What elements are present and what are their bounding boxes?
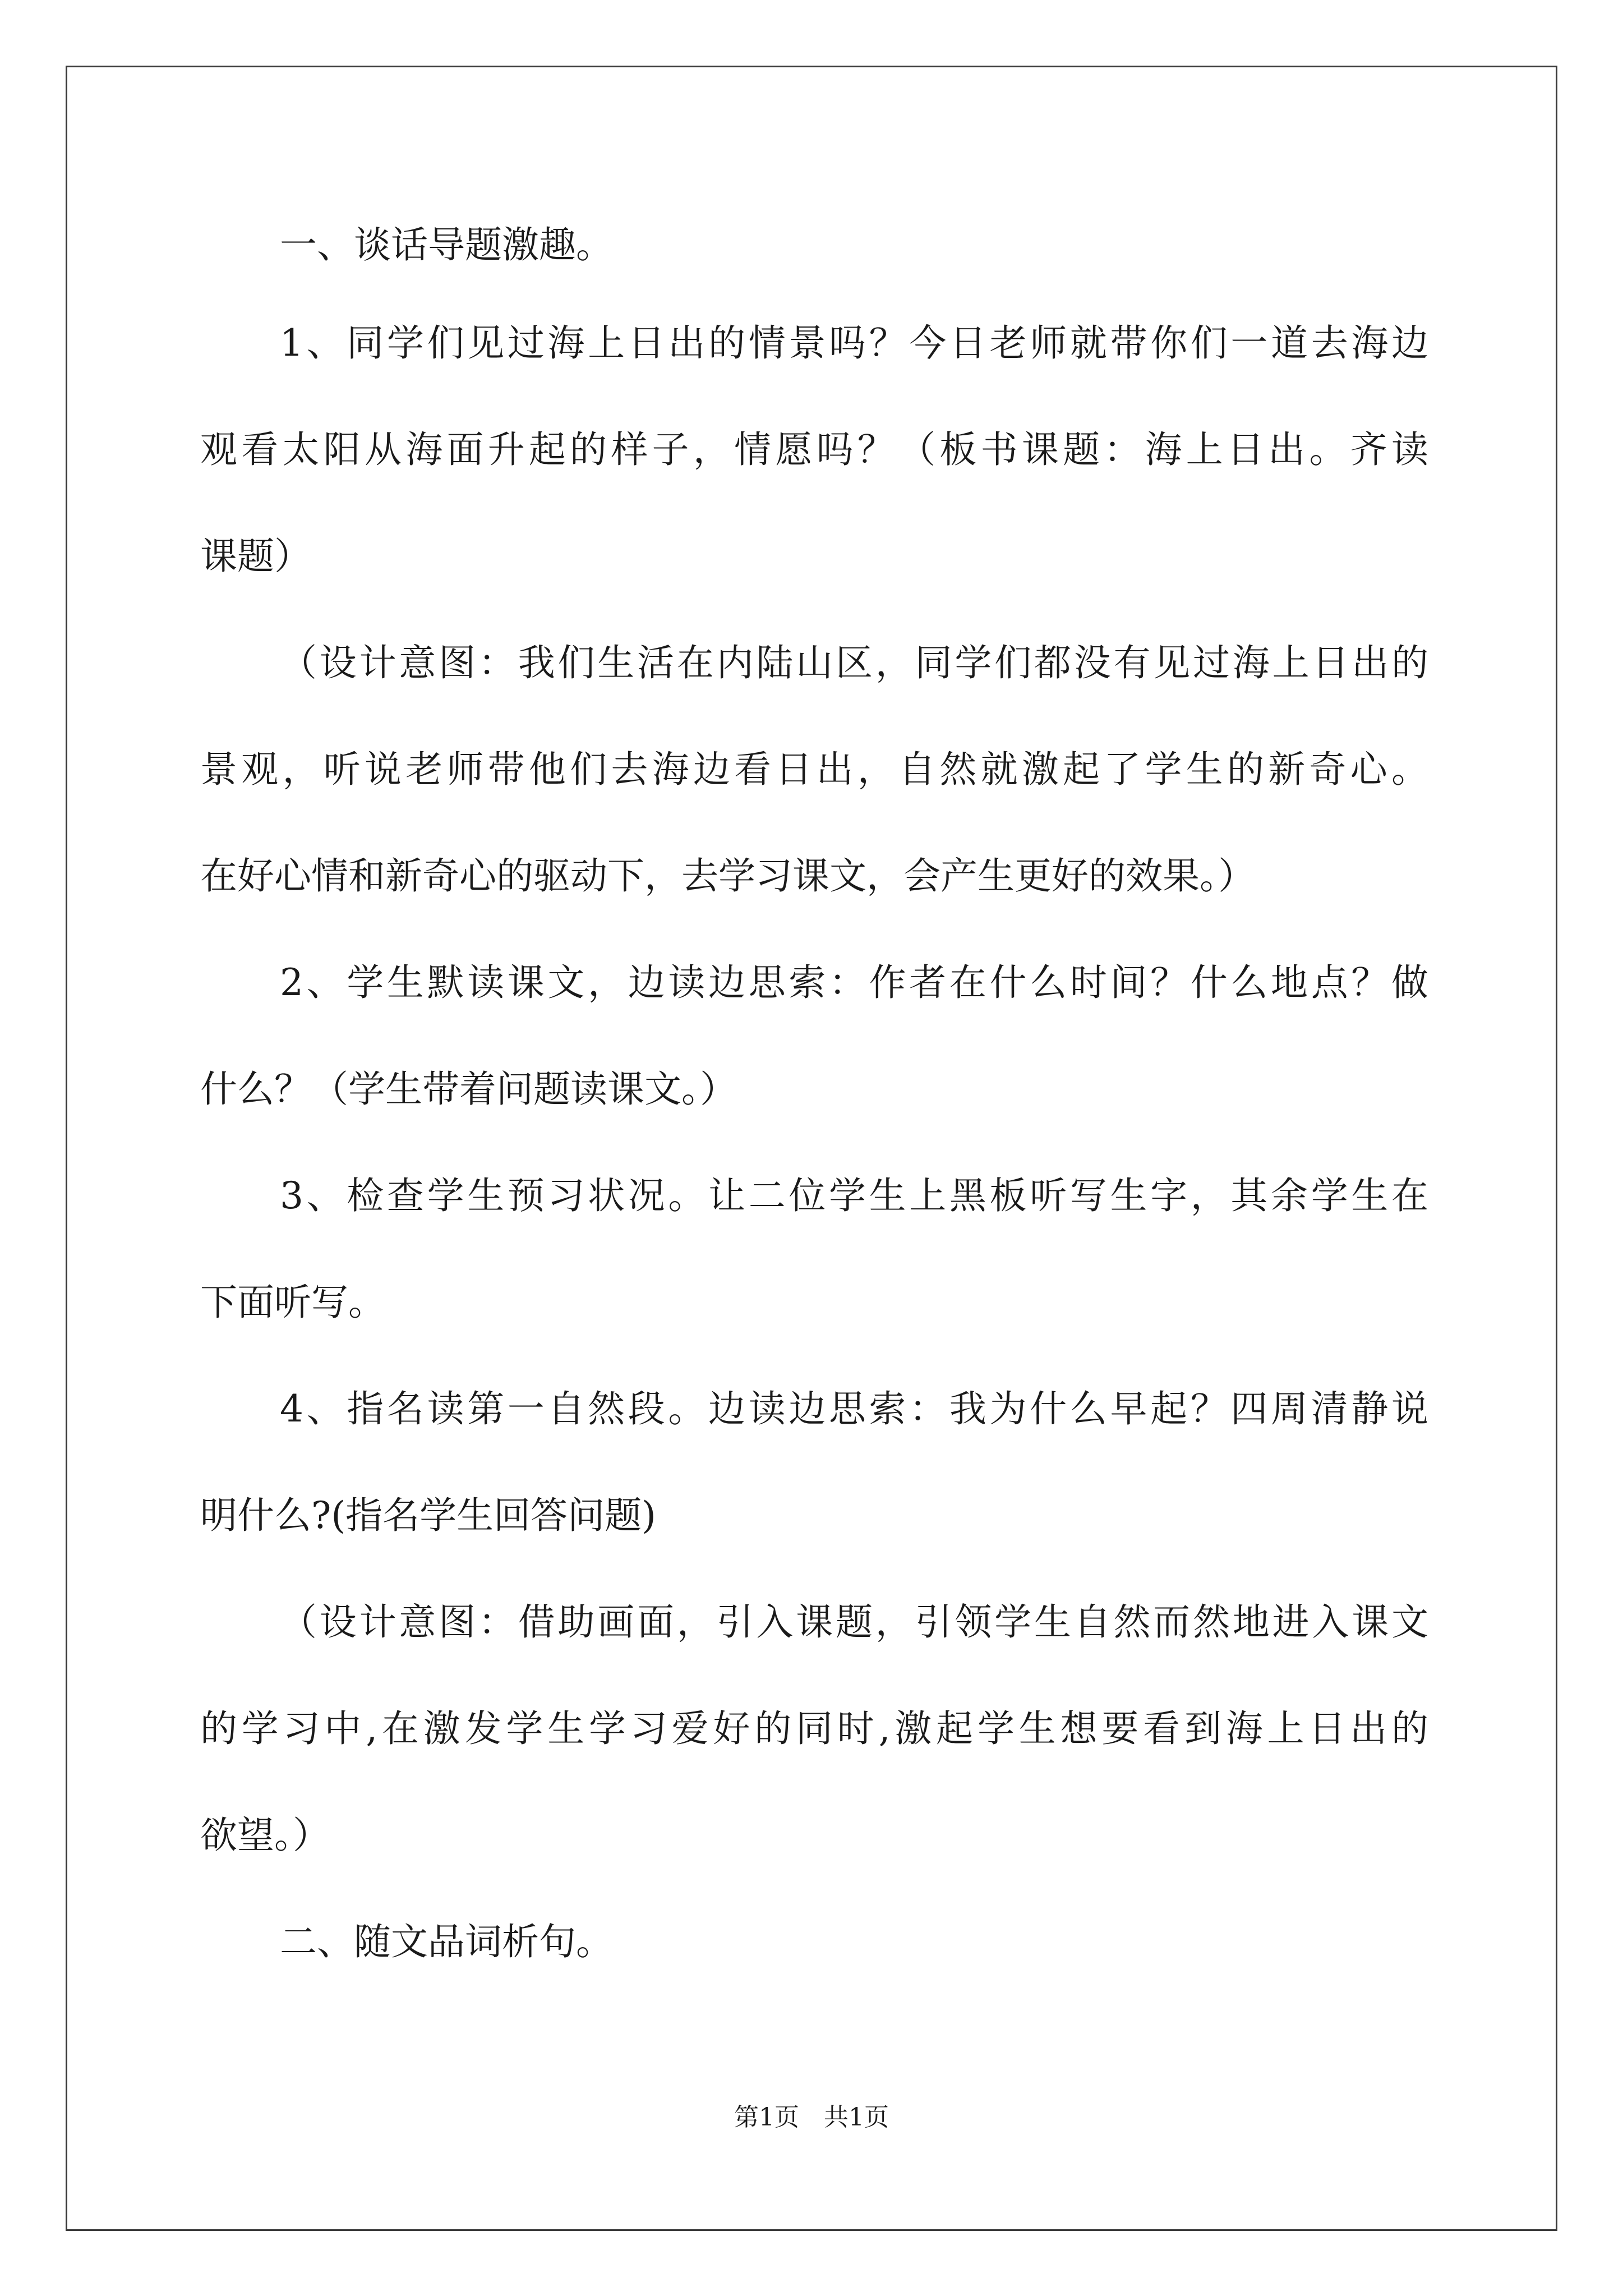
paragraph-6-line-1: （设计意图：借助画面，引入课题，引领学生自然而然地进入课文 bbox=[280, 1600, 1428, 1644]
paragraph-3-line-2: 什么？（学生带着问题读课文。） bbox=[200, 1068, 737, 1111]
paragraph-4-line-2: 下面听写。 bbox=[200, 1281, 385, 1324]
paragraph-1-line-1: 1、同学们见过海上日出的情景吗？今日老师就带你们一道去海边 bbox=[280, 321, 1428, 365]
paragraph-5-line-2: 明什么?(指名学生回答问题) bbox=[200, 1494, 656, 1537]
paragraph-6-line-2: 的学习中,在激发学生学习爱好的同时,激起学生想要看到海上日出的 bbox=[200, 1707, 1428, 1750]
paragraph-1-line-2: 观看太阳从海面升起的样子，情愿吗？（板书课题：海上日出。齐读 bbox=[200, 428, 1428, 471]
paragraph-6-line-3: 欲望。） bbox=[200, 1814, 330, 1857]
paragraph-4-line-1: 3、检查学生预习状况。让二位学生上黑板听写生字，其余学生在 bbox=[280, 1174, 1428, 1217]
section-heading-2: 二、随文品词析句。 bbox=[280, 1920, 613, 1963]
paragraph-5-line-1: 4、指名读第一自然段。边读边思索：我为什么早起？四周清静说 bbox=[280, 1387, 1428, 1430]
paragraph-2-line-2: 景观，听说老师带他们去海边看日出，自然就激起了学生的新奇心。 bbox=[200, 748, 1428, 791]
paragraph-3-line-1: 2、学生默读课文，边读边思索：作者在什么时间？什么地点？做 bbox=[280, 961, 1428, 1004]
page-footer: 第1页 共1页 bbox=[734, 2103, 889, 2132]
paragraph-2-line-3: 在好心情和新奇心的驱动下，去学习课文，会产生更好的效果。） bbox=[200, 854, 1255, 898]
section-heading-1: 一、谈话导题激趣。 bbox=[280, 223, 613, 266]
paragraph-2-line-1: （设计意图：我们生活在内陆山区，同学们都没有见过海上日出的 bbox=[280, 641, 1428, 684]
paragraph-1-line-3: 课题） bbox=[200, 535, 311, 578]
page-border bbox=[66, 66, 1557, 2231]
